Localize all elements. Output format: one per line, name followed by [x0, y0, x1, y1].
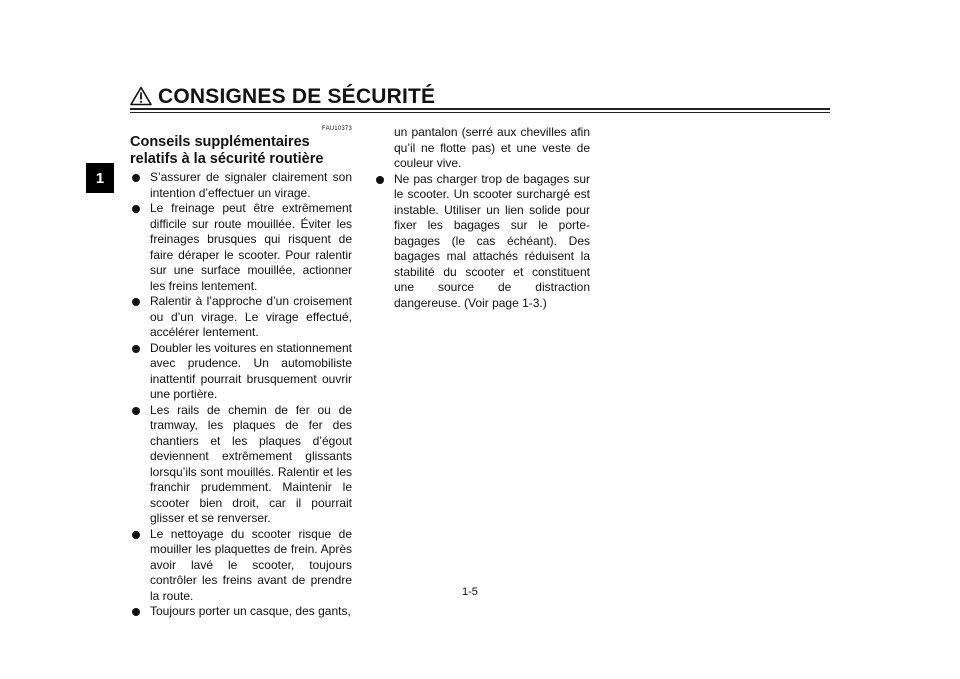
list-item — [130, 294, 352, 341]
bullet-dot-icon — [132, 608, 140, 616]
section-heading — [130, 134, 352, 168]
bullet-dot-icon — [132, 205, 140, 213]
page-number: 1-5 — [462, 586, 478, 598]
bullet-dot-icon — [132, 298, 140, 306]
list-item-text: Les rails de chemin de fer ou de tramway, les plaques de fer des chantiers et les plaques d’égout deviennent extrêmement glissants lorsqu’ils sont mouillés. Ralentir et les franchir prudemment. Maintenir le scooter bien droit, car il pourrait glisser et se renverser. — [150, 402, 352, 525]
bullet-dot-icon — [376, 176, 384, 184]
list-item-text: Toujours porter un casque, des gants, — [150, 604, 351, 618]
left-column — [130, 125, 352, 620]
chapter-tab: 1 — [86, 163, 114, 193]
list-item — [130, 403, 352, 527]
bullet-list — [374, 172, 590, 312]
page-header — [130, 84, 830, 114]
header-rule-thin — [130, 112, 830, 113]
warning-triangle-icon — [130, 86, 152, 106]
list-item — [130, 341, 352, 403]
bullet-dot-icon — [132, 531, 140, 539]
list-item — [374, 172, 590, 312]
page-title: CONSIGNES DE SÉCURITÉ — [158, 85, 436, 108]
list-item-text: S’assurer de signaler clairement son intention d’effectuer un virage. — [150, 170, 352, 200]
continuation-text: un pantalon (serré aux chevilles afin qu’il ne flotte pas) et une veste de couleur vive. — [394, 125, 590, 170]
bullet-list — [130, 170, 352, 620]
list-item-text: Ne pas charger trop de bagages sur le scooter. Un scooter surchargé est instable. Utiliser un lien solide pour fixer les bagages sur le porte-bagages (le cas échéant). Des bagages mal attachés réduisent la stabilité du scooter et constituent une source de distraction dangereuse. (Voir page 1-3.) — [394, 171, 590, 310]
document-code: FAU10373 — [322, 126, 352, 132]
bullet-dot-icon — [132, 407, 140, 415]
list-item — [130, 527, 352, 605]
list-item-text: Ralentir à l’approche d’un croisement ou d’un virage. Le virage effectué, accélérer lentement. — [150, 294, 352, 339]
list-item-text: Doubler les voitures en stationnement avec prudence. Un automobiliste inattentif pourrait brusquement ouvrir une portière. — [150, 340, 352, 401]
list-item-text: Le freinage peut être extrêmement difficile sur route mouillée. Éviter les freinages brusques qui risquent de faire déraper le scooter. Pour ralentir sur une surface mouillée, actionner les freins lentement. — [150, 201, 352, 293]
bullet-dot-icon — [132, 174, 140, 182]
header-rule — [130, 108, 830, 110]
list-item — [130, 170, 352, 201]
bullet-dot-icon — [132, 345, 140, 353]
list-item-text: Le nettoyage du scooter risque de mouiller les plaquettes de frein. Après avoir lavé le scooter, toujours contrôler les freins avant de prendre la route. — [150, 526, 352, 603]
list-item — [130, 604, 352, 620]
right-column — [374, 125, 590, 311]
section-heading-line1: Conseils supplémentaires — [130, 134, 310, 150]
list-item — [130, 201, 352, 294]
section-heading-line2: relatifs à la sécurité routière — [130, 151, 324, 167]
